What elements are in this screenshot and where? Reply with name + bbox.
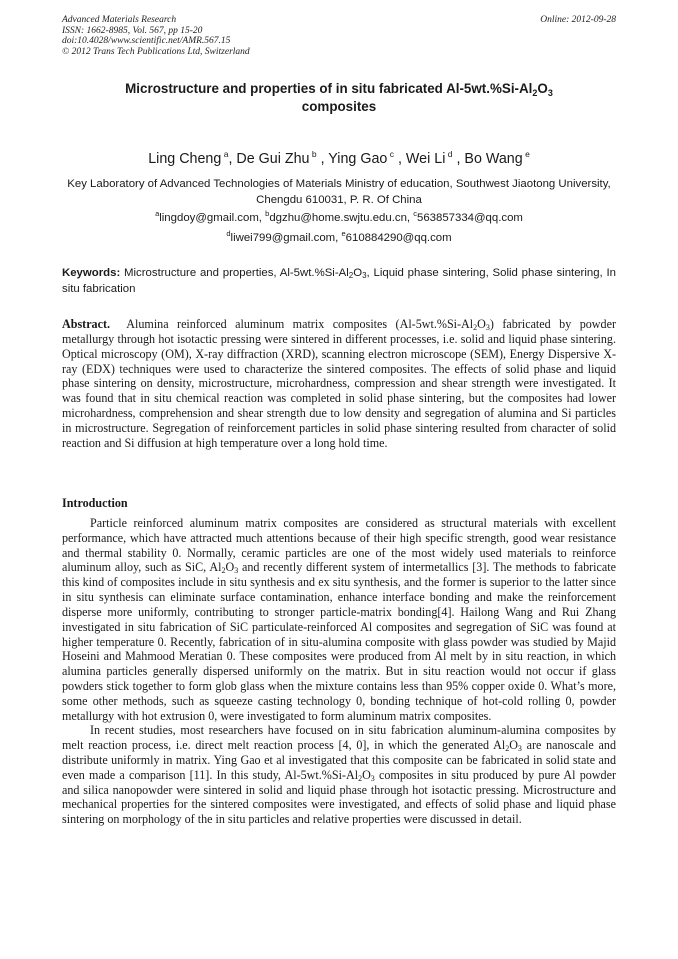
title-subscript: 2: [532, 88, 538, 98]
keywords-text: Microstructure and properties, Al-5wt.%Si-Al: [120, 267, 349, 279]
copyright-line: © 2012 Trans Tech Publications Ltd, Switzerland: [62, 46, 250, 57]
keywords-label: Keywords:: [62, 267, 121, 279]
subscript: 3: [234, 566, 239, 576]
title-text: O: [537, 81, 548, 96]
email-link[interactable]: 610884290@qq.com: [345, 232, 452, 244]
online-date: Online: 2012-09-28: [540, 15, 616, 25]
author-list: [62, 150, 616, 168]
subscript: 2: [348, 271, 354, 280]
journal-name: Advanced Materials Research: [62, 15, 177, 25]
paragraph: [62, 723, 616, 827]
paragraph-text: O: [225, 560, 235, 575]
title-text: Microstructure and properties of in situ fabricated Al-5wt.%Si-Al: [125, 81, 533, 96]
author-name: Bo Wang: [464, 151, 523, 167]
keywords-text: O: [353, 267, 363, 279]
author-separator: ,: [452, 151, 465, 167]
author-marker: d: [447, 149, 453, 159]
author-marker: b: [311, 149, 317, 159]
author-marker: e: [525, 149, 530, 159]
doi-line: doi:10.4028/www.scientific.net/AMR.567.15: [62, 36, 231, 47]
author-separator: ,: [228, 151, 237, 167]
keywords-text: , Liquid phase sintering, Solid phase sintering, In situ fabrication: [62, 267, 616, 295]
email-marker: b: [265, 209, 270, 218]
title-subscript: 3: [547, 88, 553, 98]
subscript: 2: [505, 744, 510, 754]
email-marker: a: [155, 209, 160, 218]
email-link[interactable]: 563857334@qq.com: [416, 212, 523, 224]
affiliation: Key Laboratory of Advanced Technologies of Materials Ministry of education, Southwest Jiaotong University, Chengdu 610031, P. R. Of China: [67, 178, 611, 206]
author-marker: c: [389, 149, 394, 159]
paragraph-text: O: [362, 767, 371, 782]
email-link[interactable]: lingdoy@gmail.com,: [159, 212, 266, 224]
paragraph: [62, 516, 616, 723]
introduction-body: [62, 516, 616, 827]
author-marker: a: [223, 149, 229, 159]
paragraph-text: are nanoscale and distribute uniformly in matrix. Ying Gao et al investigated that this composite can be fabricated in solid state and even made a comparison [11]. In this study, Al-5wt.%Si-Al: [62, 738, 616, 782]
abstract-text: Alumina reinforced aluminum matrix composites (Al-5wt.%Si-Al: [110, 317, 474, 331]
author-name: De Gui Zhu: [236, 151, 310, 167]
paragraph-text: composites in situ produced by pure Al powder and silica nanopowder were sintered in solid and liquid phase through hot isotactic pressing. Microstructure and mechanical properties for the sintered composites were investigated, and effects of solid phase and liquid phase sintering on morphology of the in situ particles and relative properties were discussed in detail.: [62, 767, 616, 827]
email-marker: d: [226, 229, 231, 238]
email-line: [62, 211, 616, 226]
email-marker: e: [341, 229, 346, 238]
subscript: 3: [362, 271, 367, 280]
subscript: 3: [485, 323, 490, 332]
keywords: [62, 265, 616, 297]
paragraph-text: O: [509, 738, 518, 753]
paragraph-text: and recently different system of intermetallics [3]. The methods to fabricate this kind of composites include in situ synthesis and ex situ synthesis, and the former is superior to the latter since in situ synthesis can eliminate surface contamination, enhance interface bonding and make the reinforcement disperse more uniformly, contributing to stronger particle-matrix bonding[4]. Hailong Wang and Rui Zhang investigated in situ fabrication of SiC particulate-reinforced Al composites and segregation of SiC was found at higher temperature 0. Recently, fabrication of in situ-alumina composite with glass powder was studied by Majid Hoseini and Mahmood Meratian 0. These composites were produced from Al melt by in situ reaction, in which alumina particles generally dispersed uniformly on the matrix. But in situ reaction would not occur if glass powders stick together to form glob glass when the mixture contains less than 95% copper oxide 0. What’s more, some other methods, such as squeeze casting technology 0, bonding technique of hot-cold rolling 0, powder metallurgy with hot extrusion 0, were investigated to form aluminum matrix composites.: [62, 560, 616, 723]
subscript: 2: [473, 323, 478, 332]
email-link[interactable]: liwei799@gmail.com,: [230, 232, 342, 244]
issn-line: ISSN: 1662-8985, Vol. 567, pp 15-20: [62, 25, 203, 36]
abstract: [62, 317, 616, 451]
author-name: Wei Li: [405, 151, 446, 167]
abstract-label: Abstract.: [62, 317, 111, 331]
email-marker: c: [413, 209, 417, 218]
author-name: Ying Gao: [328, 151, 388, 167]
title-text: composites: [301, 99, 377, 114]
paragraph-text: In recent studies, most researchers have focused on in situ fabrication aluminum-alumina composites by melt reaction process, i.e. direct melt reaction process [4, 0], in which the generated Al: [62, 723, 616, 753]
abstract-text: ) fabricated by powder metallurgy through hot isotactic pressing were sintered in different processes, i.e. solid and liquid phase sintering. Optical microscopy (OM), X-ray diffraction (XRD), scanning electron microscope (SEM), Energy Dispersive X-ray (EDX) techniques were used to characterize the sintered composites. The effects of solid phase and liquid phase sintering on density, microstructure, microhardness, compression and shear strength were investigated. It was found that in situ chemical reaction was completed in solid phase sintering, but the composites had lower microhardness, comprehension and shear strength due to low density and segregation of alumina and Si particles in microstructure. Segregation of reinforcement particles in solid phase sintering resulted from character of solid reaction and Si diffusion at high temperature over a long hold time.: [62, 317, 616, 450]
email-link[interactable]: dgzhu@home.swjtu.edu.cn,: [269, 212, 414, 224]
paragraph-text: Particle reinforced aluminum matrix composites are considered as structural materials with excellent performance, which have attracted much attentions because of their high specific strength, good wear resistance and thermal stability 0. Normally, ceramic particles are one of the most widely used materials to reinforce aluminum alloy, such as SiC, Al: [62, 516, 616, 575]
author-separator: ,: [394, 151, 406, 167]
subscript: 3: [517, 744, 522, 754]
abstract-text: O: [477, 317, 486, 331]
author-separator: ,: [316, 151, 329, 167]
paper-title: [62, 80, 616, 116]
email-line: [62, 231, 616, 246]
journal-header: [62, 15, 616, 57]
subscript: 2: [221, 566, 226, 576]
section-heading-introduction: Introduction: [62, 496, 128, 510]
subscript: 2: [358, 773, 363, 783]
author-name: Ling Cheng: [148, 151, 222, 167]
subscript: 3: [370, 773, 375, 783]
